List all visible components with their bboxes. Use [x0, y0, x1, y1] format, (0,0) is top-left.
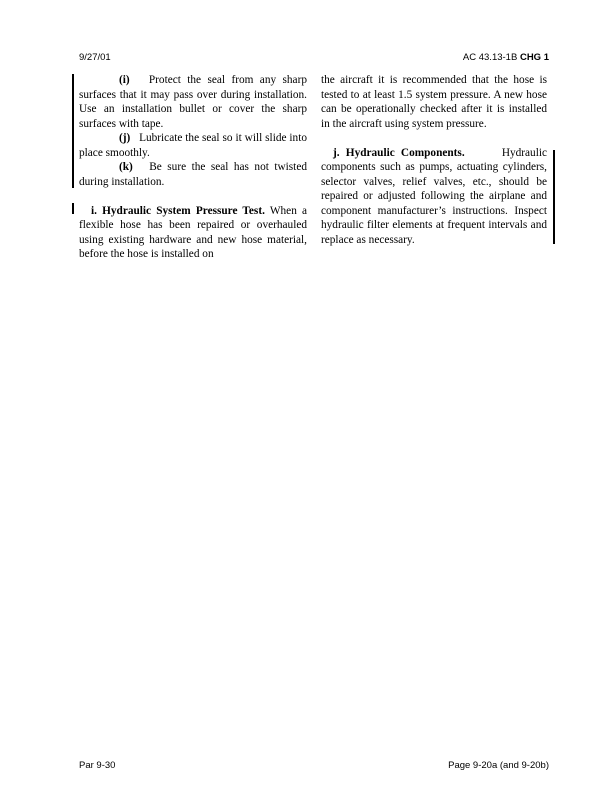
change-bar-left-upper: [72, 74, 74, 188]
left-column: [79, 73, 307, 262]
section-i-heading: i. Hydraulic System Pressure Test.: [91, 204, 265, 217]
item-k-text: Be sure the seal has not twisted during installation.: [79, 161, 307, 188]
change-bar-left-lower: [72, 203, 74, 214]
item-j-paragraph: [79, 131, 307, 160]
continuation-paragraph: the aircraft it is recommended that the hose is tested to at least 1.5 system pressure. A new hose can be operationally checked after it is installed in the aircraft using system pressure.: [321, 74, 547, 130]
header-date: 9/27/01: [79, 52, 111, 63]
item-i-paragraph: [79, 73, 307, 131]
item-i-text: Protect the seal from any sharp surfaces that it may pass over during installation. Use an installation bullet or cover the sharp surfaces with tape.: [79, 74, 307, 130]
section-i-paragraph: [79, 204, 307, 262]
section-j-paragraph: [321, 146, 547, 248]
change-bar-right: [553, 150, 555, 244]
header-doc-number: [463, 52, 549, 64]
section-i-text: When a flexible hose has been repaired or overhauled using existing hardware and new hose material, before the hose is installed on: [79, 204, 308, 260]
item-j-text: Lubricate the seal so it will slide into place smoothly.: [79, 132, 307, 159]
item-k-label: (k): [119, 161, 133, 173]
footer-paragraph-ref: Par 9-30: [79, 760, 116, 771]
section-j-text: Hydraulic components such as pumps, actuating cylinders, selector valves, relief valves, etc., should be repaired or adjusted following the airplane and component manufacturer’s instructions. Inspect hydraulic filter elements at frequent intervals and replace as necessary.: [321, 146, 547, 246]
item-k-paragraph: [79, 160, 307, 189]
item-j-label: (j): [119, 132, 131, 144]
footer-page-ref: Page 9-20a (and 9-20b): [448, 760, 549, 771]
doc-number: AC 43.13-1B: [462, 52, 518, 63]
right-column: [321, 73, 547, 247]
section-j-heading: j. Hydraulic Components.: [333, 146, 465, 159]
item-i-label: (i): [119, 74, 130, 86]
change-number: CHG 1: [519, 52, 549, 63]
